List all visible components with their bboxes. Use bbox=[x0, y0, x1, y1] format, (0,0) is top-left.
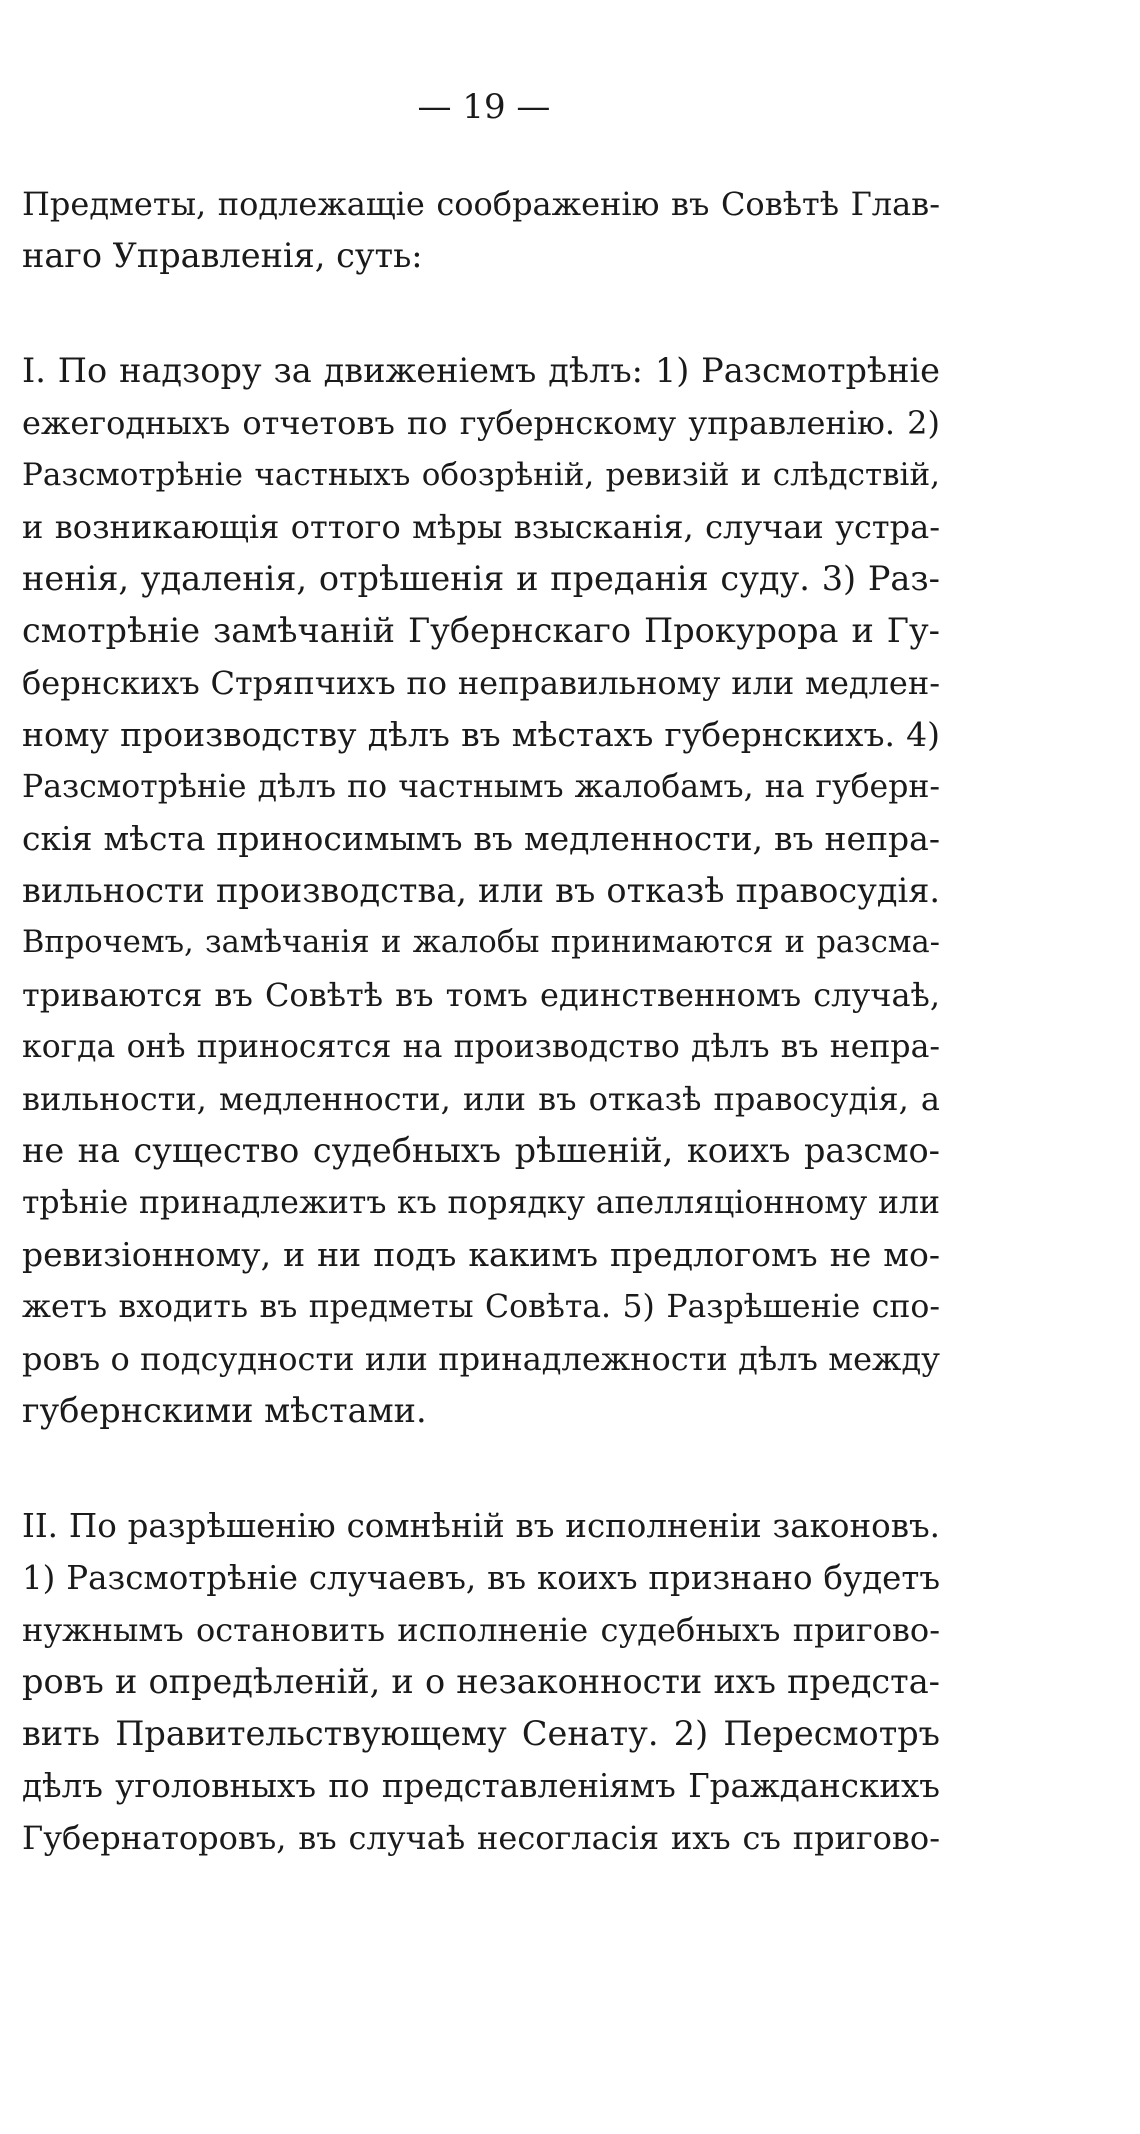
text-line: 1) Разсмотрѣніе случаевъ, въ коихъ признано будетъ bbox=[22, 1559, 940, 1597]
text-line: вильности производства, или въ отказѣ правосудія. bbox=[22, 871, 940, 910]
intro-paragraph bbox=[22, 178, 940, 282]
text-line: Впрочемъ, замѣчанія и жалобы принимаются и разсма- bbox=[22, 925, 940, 960]
text-line: скія мѣста приносимымъ въ медленности, въ непра- bbox=[22, 819, 940, 858]
text-line: жетъ входить въ предметы Совѣта. 5) Разрѣшеніе спо- bbox=[22, 1289, 940, 1325]
section-2-paragraph bbox=[22, 1500, 940, 1864]
text-line: ненія, удаленія, отрѣшенія и преданія суду. 3) Раз- bbox=[22, 559, 940, 598]
text-line: и возникающія оттого мѣры взысканія, случаи устра- bbox=[22, 508, 940, 546]
text-line: ревизіонному, и ни подъ какимъ предлогомъ не мо- bbox=[22, 1235, 940, 1274]
text-line: II. По разрѣшенію сомнѣній въ исполненіи законовъ. bbox=[22, 1507, 940, 1545]
text-line: вильности, медленности, или въ отказѣ правосудія, а bbox=[22, 1080, 940, 1118]
text-line: дѣлъ уголовныхъ по представленіямъ Гражданскихъ bbox=[22, 1767, 940, 1805]
text-line: Губернаторовъ, въ случаѣ несогласія ихъ съ пригово- bbox=[22, 1819, 940, 1857]
text-line: триваются въ Совѣтѣ въ томъ единственномъ случаѣ, bbox=[22, 976, 940, 1014]
text-line: нужнымъ остановить исполненіе судебныхъ пригово- bbox=[22, 1611, 940, 1649]
text-line: ному производству дѣлъ въ мѣстахъ губернскихъ. 4) bbox=[22, 715, 940, 754]
text-line: когда онѣ приносятся на производство дѣлъ въ непра- bbox=[22, 1029, 940, 1065]
paragraph-gap bbox=[22, 282, 940, 345]
text-line: ровъ и опредѣленій, и о незаконности ихъ предста- bbox=[22, 1662, 940, 1701]
text-line: I. По надзору за движеніемъ дѣлъ: 1) Разсмотрѣніе bbox=[22, 351, 940, 390]
document-page bbox=[22, 82, 940, 1864]
text-line: губернскими мѣстами. bbox=[22, 1391, 427, 1430]
section-1-paragraph bbox=[22, 345, 940, 1437]
text-line: ровъ о подсудности или принадлежности дѣлъ между bbox=[22, 1340, 940, 1378]
text-line: вить Правительствующему Сенату. 2) Пересмотръ bbox=[22, 1714, 940, 1753]
text-line: Разсмотрѣніе дѣлъ по частнымъ жалобамъ, на губерн- bbox=[22, 769, 940, 805]
paragraph-gap bbox=[22, 1437, 940, 1500]
text-line: ежегодныхъ отчетовъ по губернскому управленію. 2) bbox=[22, 404, 940, 442]
page-number: — 19 — bbox=[417, 87, 551, 127]
text-line: Предметы, подлежащіе соображенію въ Совѣтѣ Глав- bbox=[22, 185, 940, 223]
text-line: бернскихъ Стряпчихъ по неправильному или медлен- bbox=[22, 664, 940, 702]
text-line: наго Управленія, суть: bbox=[22, 236, 423, 275]
text-line: трѣніе принадлежитъ къ порядку апелляціонному или bbox=[22, 1185, 940, 1221]
text-line: смотрѣніе замѣчаній Губернскаго Прокурора и Гу- bbox=[22, 611, 940, 650]
text-line: Разсмотрѣніе частныхъ обозрѣній, ревизій и слѣдствій, bbox=[22, 457, 940, 493]
text-line: не на существо судебныхъ рѣшеній, коихъ разсмо- bbox=[22, 1131, 940, 1170]
